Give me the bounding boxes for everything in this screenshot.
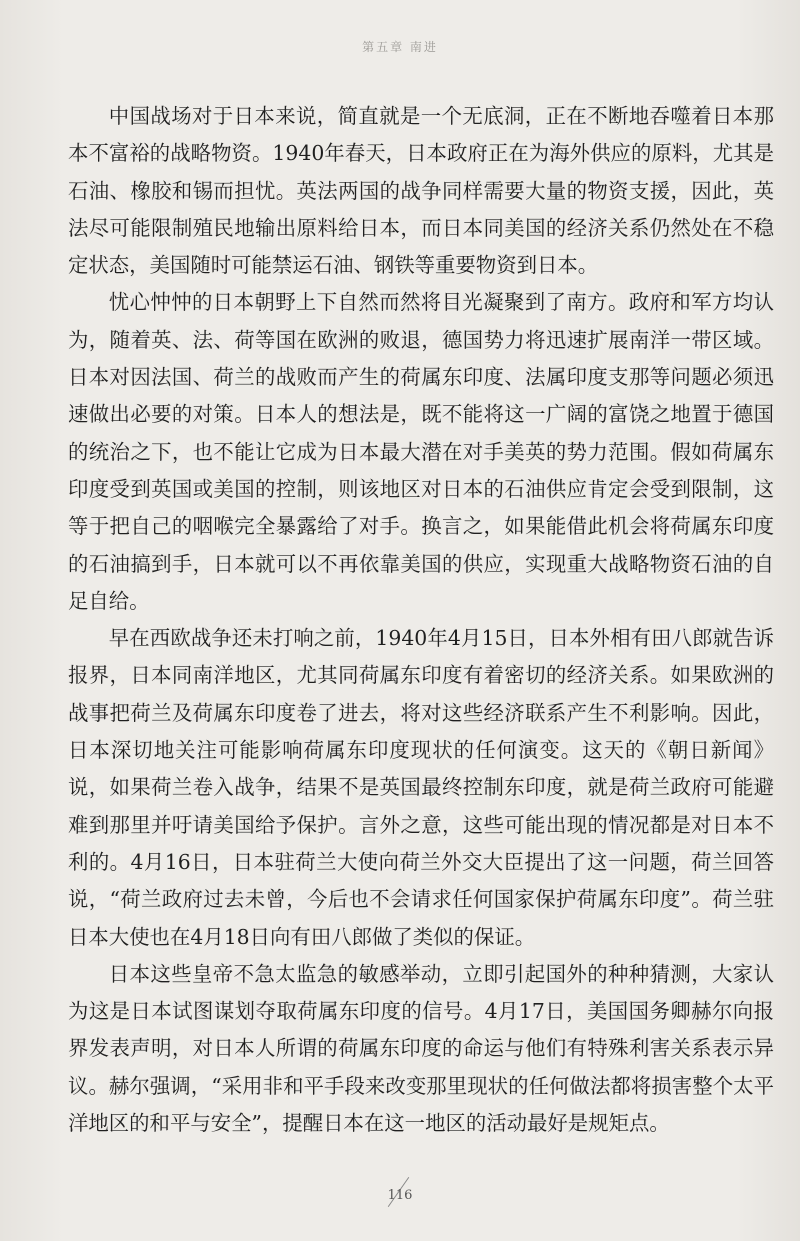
page-number: 116 — [387, 1188, 413, 1203]
paragraph: 早在西欧战争还未打响之前，1940年4月15日，日本外相有田八郎就告诉报界，日本同南洋地区，尤其同荷属东印度有着密切的经济关系。如果欧洲的战事把荷兰及荷属东印度卷了进去，将对这些经济联系产生不利影响。因此，日本深切地关注可能影响荷属东印度现状的任何演变。这天的《朝日新闻》说，如果荷兰卷入战争，结果不是英国最终控制东印度，就是荷兰政府可能避难到那里并吁请美国给予保护。言外之意，这些可能出现的情况都是对日本不利的。4月16日，日本驻荷兰大使向荷兰外交大臣提出了这一问题，荷兰回答说，“荷兰政府过去未曾，今后也不会请求任何国家保护荷属东印度”。荷兰驻日本大使也在4月18日向有田八郎做了类似的保证。 — [68, 626, 774, 949]
running-head: 第五章 南进 — [362, 40, 438, 54]
paragraph: 忧心忡忡的日本朝野上下自然而然将目光凝聚到了南方。政府和军方均认为，随着英、法、荷等国在欧洲的败退，德国势力将迅速扩展南洋一带区域。日本对因法国、荷兰的战败而产生的荷属东印度、法属印度支那等问题必须迅速做出必要的对策。日本人的想法是，既不能将这一广阔的富饶之地置于德国的统治之下，也不能让它成为日本最大潜在对手美英的势力范围。假如荷属东印度受到英国或美国的控制，则该地区对日本的石油供应肯定会受到限制，这等于把自己的咽喉完全暴露给了对手。换言之，如果能借此机会将荷属东印度的石油搞到手，日本就可以不再依靠美国的供应，实现重大战略物资石油的自足自给。 — [68, 290, 774, 613]
body-text — [68, 98, 774, 1142]
paragraph: 中国战场对于日本来说，简直就是一个无底洞，正在不断地吞噬着日本那本不富裕的战略物资。1940年春天，日本政府正在为海外供应的原料，尤其是石油、橡胶和锡而担忧。英法两国的战争同样需要大量的物资支援，因此，英法尽可能限制殖民地输出原料给日本，而日本同美国的经济关系仍然处在不稳定状态，美国随时可能禁运石油、钢铁等重要物资到日本。 — [68, 104, 774, 278]
paragraph: 日本这些皇帝不急太监急的敏感举动，立即引起国外的种种猜测，大家认为这是日本试图谋划夺取荷属东印度的信号。4月17日，美国国务卿赫尔向报界发表声明，对日本人所谓的荷属东印度的命运与他们有特殊利害关系表示异议。赫尔强调，“采用非和平手段来改变那里现状的任何做法都将损害整个太平洋地区的和平与安全”，提醒日本在这一地区的活动最好是规矩点。 — [68, 961, 774, 1136]
